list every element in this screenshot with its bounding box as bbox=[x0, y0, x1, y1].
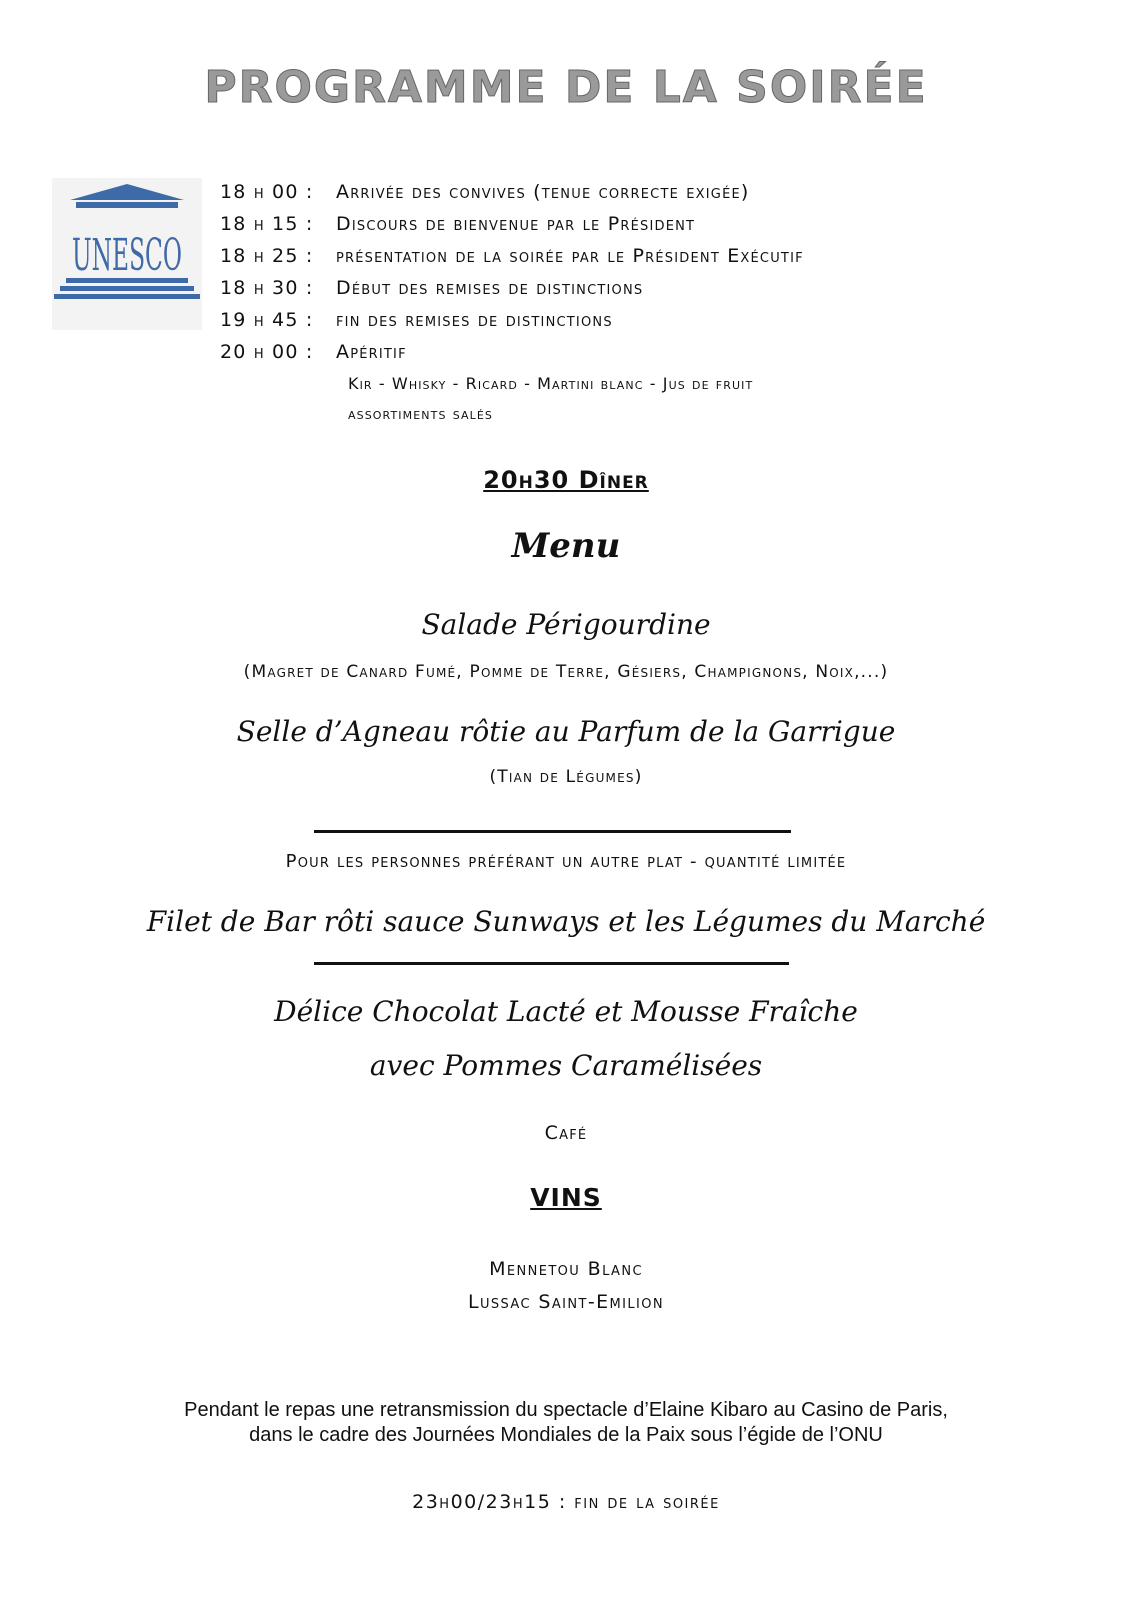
page-title: PROGRAMME DE LA SOIRÉE bbox=[204, 62, 928, 113]
dessert-line-2: avec Pommes Caramélisées bbox=[369, 1049, 763, 1082]
unesco-logo bbox=[52, 178, 202, 330]
schedule-time: 18 h 15 : bbox=[220, 213, 314, 235]
schedule-time: 18 h 25 : bbox=[220, 245, 314, 267]
divider bbox=[314, 830, 791, 833]
main-dish-name: Selle d’Agneau rôtie au Parfum de la Garrigue bbox=[236, 715, 896, 748]
schedule-list bbox=[220, 176, 1100, 428]
schedule-activity: fin des remises de distinctions bbox=[336, 309, 613, 331]
schedule-row bbox=[220, 208, 1100, 240]
schedule-activity: Arrivée des convives (tenue correcte exigée) bbox=[336, 181, 750, 203]
closing-line: 23h00/23h15 : fin de la soirée bbox=[412, 1491, 720, 1513]
schedule-time: 18 h 30 : bbox=[220, 277, 314, 299]
schedule-time: 19 h 45 : bbox=[220, 309, 314, 331]
schedule-time: 20 h 00 : bbox=[220, 341, 314, 363]
note-line-2: dans le cadre des Journées Mondiales de la Paix sous l’égide de l’ONU bbox=[249, 1424, 883, 1446]
main-dish-details: (Tian de Légumes) bbox=[489, 767, 643, 787]
schedule-activity: Discours de bienvenue par le Président bbox=[336, 213, 696, 235]
aperitif-drinks: Kir - Whisky - Ricard - Martini blanc - Jus de fruit bbox=[348, 373, 754, 393]
schedule-row bbox=[220, 272, 1100, 304]
starter-details: (Magret de Canard Fumé, Pomme de Terre, Gésiers, Champignons, Noix,...) bbox=[243, 662, 889, 682]
schedule-activity: Apéritif bbox=[336, 341, 407, 363]
wines-heading: VINS bbox=[530, 1183, 602, 1212]
coffee: Café bbox=[544, 1122, 588, 1144]
schedule-row bbox=[220, 176, 1100, 208]
schedule-row bbox=[220, 304, 1100, 336]
unesco-logo-text: UNESCO bbox=[72, 230, 182, 281]
aperitif-snacks: assortiments salés bbox=[348, 403, 493, 423]
note-line-1: Pendant le repas une retransmission du spectacle d’Elaine Kibaro au Casino de Paris, bbox=[184, 1399, 948, 1421]
wine-item: Mennetou Blanc bbox=[489, 1258, 643, 1280]
dinner-heading: 20h30 Dîner bbox=[483, 466, 649, 494]
starter-name: Salade Périgourdine bbox=[421, 608, 711, 641]
schedule-time: 18 h 00 : bbox=[220, 181, 314, 203]
menu-heading: Menu bbox=[511, 526, 621, 566]
dessert-line-1: Délice Chocolat Lacté et Mousse Fraîche bbox=[274, 995, 858, 1028]
alternative-dish: Filet de Bar rôti sauce Sunways et les Légumes du Marché bbox=[146, 905, 986, 938]
schedule-activity: Début des remises de distinctions bbox=[336, 277, 644, 299]
divider bbox=[314, 962, 789, 965]
schedule-row bbox=[220, 336, 1100, 368]
wine-item: Lussac Saint-Emilion bbox=[467, 1291, 665, 1313]
schedule-row bbox=[220, 240, 1100, 272]
schedule-activity: présentation de la soirée par le Président Exécutif bbox=[336, 245, 804, 267]
alternative-note: Pour les personnes préférant un autre plat - quantité limitée bbox=[285, 851, 847, 872]
